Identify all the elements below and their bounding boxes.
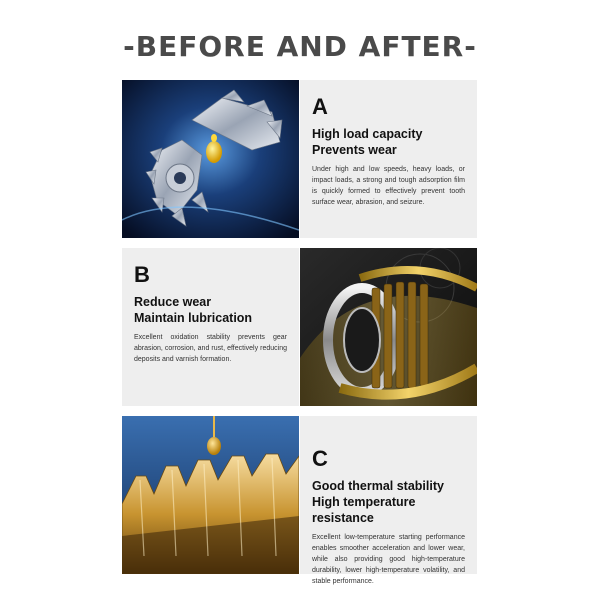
feature-description: Excellent oxidation stability prevents gear abrasion, corrosion, and rust, effectively reducing deposits and varnish formation.	[134, 334, 287, 363]
feature-letter: A	[312, 94, 328, 119]
roller-bearing-oil-image	[300, 248, 477, 406]
feature-letter: B	[134, 262, 150, 287]
feature-panel-b	[122, 248, 299, 406]
feature-panel-a	[300, 80, 477, 238]
feature-subheading: Maintain lubrication	[134, 311, 253, 325]
feature-description: Excellent low-temperature starting performance enables smoother acceleration and lower wear, while also providing good high-temperature durability, lower high-temperature volatility, and stable performance.	[312, 534, 465, 585]
feature-subheading: Prevents wear	[312, 143, 397, 157]
gear-teeth-oil-drip-image	[122, 416, 299, 574]
feature-heading: High load capacity	[312, 127, 423, 141]
feature-heading: Reduce wear	[134, 295, 212, 309]
page-title: -BEFORE AND AFTER-	[123, 30, 477, 63]
feature-row-a	[122, 80, 477, 238]
bevel-gear-oil-drop-image	[122, 80, 299, 238]
feature-panel-c	[300, 416, 477, 585]
feature-heading: Good thermal stability	[312, 479, 444, 493]
feature-description: Under high and low speeds, heavy loads, or impact loads, a strong and tough adsorption film is quickly formed to effectively prevent tooth surface wear, abrasion, and seizure.	[312, 166, 465, 206]
feature-row-c	[122, 416, 477, 585]
feature-letter: C	[312, 446, 328, 471]
feature-subheading: High temperature resistance	[312, 495, 416, 525]
feature-row-b	[122, 248, 477, 406]
